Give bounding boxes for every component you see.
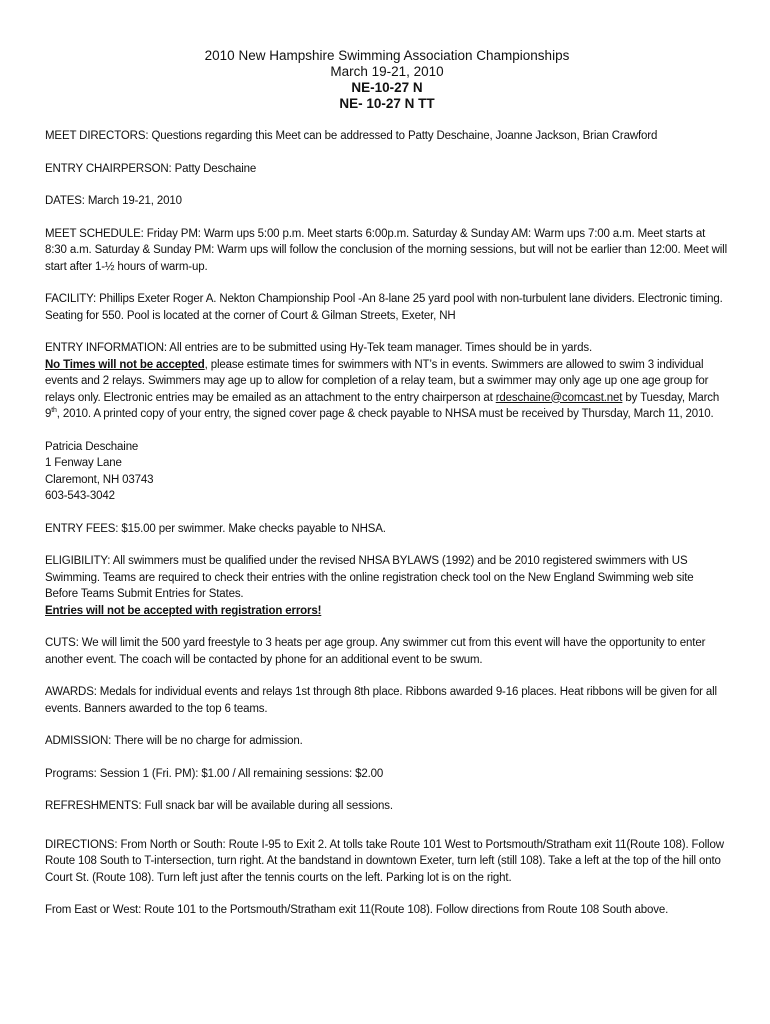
entry-email-link[interactable]: rdeschaine@comcast.net <box>495 391 623 404</box>
directions: DIRECTIONS: From North or South: Route I-95 to Exit 2. At tolls take Route 101 West to Portsmouth/Stratham exit 11(Route 108). Follow Route 108 South to T-intersection, turn right. At the bandstand in downtown Exeter, turn left (still 108). Take a left at the top of the hill onto Court St. (Route 108). Turn left just after the tennis courts on the left. Parking lot is on the right. <box>45 838 724 884</box>
address-street: 1 Fenway Lane <box>45 457 122 469</box>
sanction-number-tt: NE- 10-27 N TT <box>339 96 435 111</box>
facility: FACILITY: Phillips Exeter Roger A. Nekton Championship Pool -An 8-lane 25 yard pool with non-turbulent lane dividers. Electronic timing. Seating for 550. Pool is located at the corner of Court & Gilman Streets, Exeter, NH <box>45 293 723 322</box>
entry-fees: ENTRY FEES: $15.00 per swimmer. Make checks payable to NHSA. <box>45 522 386 535</box>
eligibility <box>45 553 729 619</box>
document-header <box>45 48 729 112</box>
meet-title: 2010 New Hampshire Swimming Association Championships <box>204 48 570 63</box>
awards: AWARDS: Medals for individual events and relays 1st through 8th place. Ribbons awarded 9-16 places. Heat ribbons will be given for all events. Banners awarded to the top 6 teams. <box>45 686 717 715</box>
refreshments: REFRESHMENTS: Full snack bar will be available during all sessions. <box>45 800 393 812</box>
meet-dates: DATES: March 19-21, 2010 <box>45 195 182 207</box>
sanction-number: NE-10-27 N <box>351 80 423 95</box>
programs: Programs: Session 1 (Fri. PM): $1.00 / All remaining sessions: $2.00 <box>45 767 384 780</box>
entry-deadline-text: by Tuesday, March 9 <box>45 391 720 420</box>
eligibility-text: ELIGIBILITY: All swimmers must be qualified under the revised NHSA BYLAWS (1992) and be 2010 registered swimmers with US Swimming. Teams are required to check their entries with the online registration check tool on the New England Swimming web site Before Teams Submit Entries for States. <box>45 555 694 600</box>
ordinal-suffix: th <box>51 407 57 415</box>
entry-info-body <box>45 357 729 423</box>
entry-info-intro: ENTRY INFORMATION: All entries are to be submitted using Hy-Tek team manager. Times should be in yards. <box>45 342 592 354</box>
directions-east-west: From East or West: Route 101 to the Portsmouth/Stratham exit 11(Route 108). Follow directions from Route 108 South above. <box>45 904 669 916</box>
meet-directors: MEET DIRECTORS: Questions regarding this Meet can be addressed to Patty Deschaine, Joanne Jackson, Brian Crawford <box>45 130 658 142</box>
entry-mail-text: , 2010. A printed copy of your entry, the signed cover page & check payable to NHSA must be received by Thursday, March 11, 2010. <box>56 408 714 420</box>
meet-schedule: MEET SCHEDULE: Friday PM: Warm ups 5:00 p.m. Meet starts 6:00p.m. Saturday & Sunday AM: Warm ups 7:00 a.m. Meet starts at 8:30 a.m. Saturday & Sunday PM: Warm ups will follow the conclusion of the morning sessions, but will not be earlier than 12:00. Meet will start after 1-½ hours of warm-up. <box>45 227 727 273</box>
registration-error-warning: Entries will not be accepted with registration errors! <box>45 604 322 617</box>
admission: ADMISSION: There will be no charge for admission. <box>45 735 303 747</box>
meet-dates-heading: March 19-21, 2010 <box>330 64 444 79</box>
cuts: CUTS: We will limit the 500 yard freestyle to 3 heats per age group. Any swimmer cut from this event will have the opportunity to enter another event. The coach will be contacted by phone for an additional event to be swum. <box>45 637 706 666</box>
no-times-warning: No Times will not be accepted <box>45 358 205 371</box>
entry-chairperson: ENTRY CHAIRPERSON: Patty Deschaine <box>45 162 257 175</box>
mailing-address <box>45 439 729 505</box>
entry-info-text: , please estimate times for swimmers with NT’s in events. Swimmers are allowed to swim 3 individual events and 2 relays. Swimmers may age up to allow for completion of a relay team, but a swimmer may only age up one age group for relays only. Electronic entries may be emailed as an attachment to the entry chairperson at <box>45 358 709 404</box>
meet-document <box>45 48 729 919</box>
entry-information <box>45 340 729 423</box>
address-city: Claremont, NH 03743 <box>45 473 154 486</box>
address-name: Patricia Deschaine <box>45 440 139 453</box>
address-phone: 603-543-3042 <box>45 490 115 502</box>
